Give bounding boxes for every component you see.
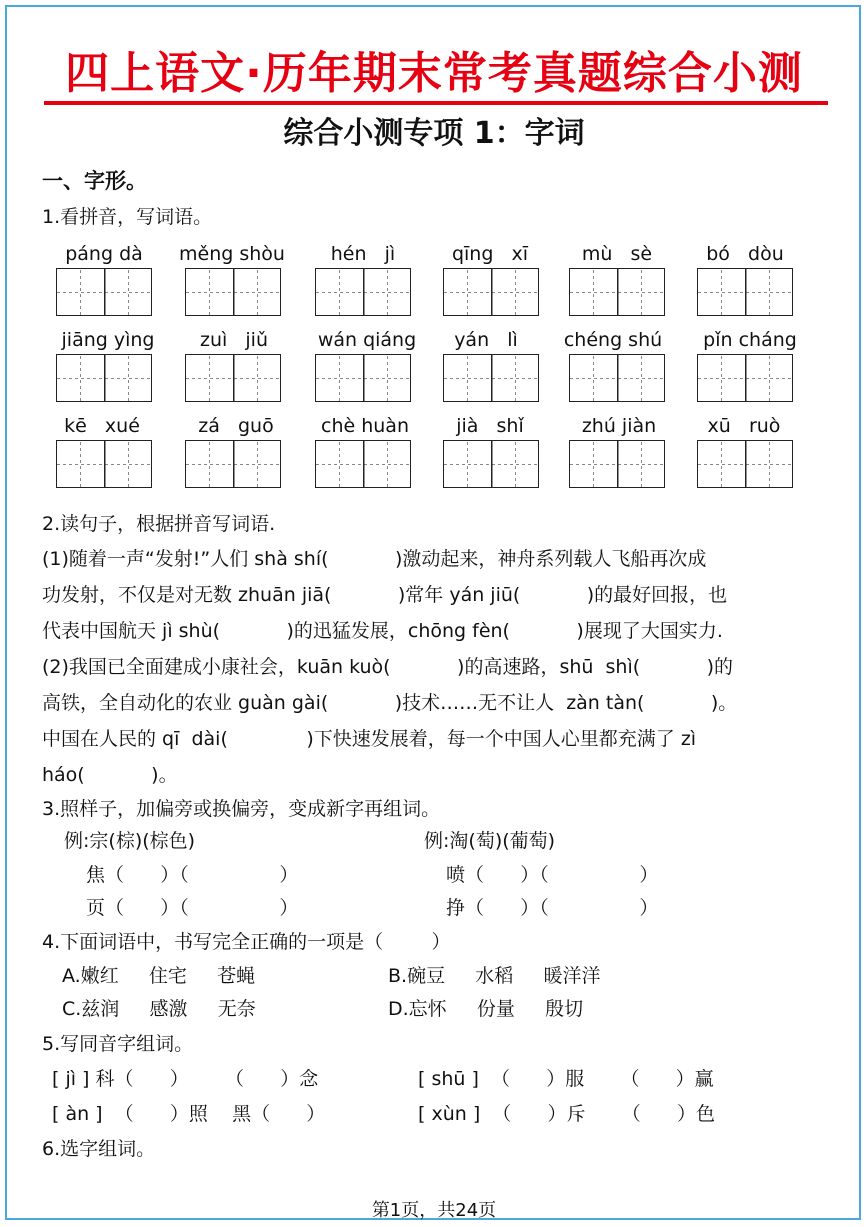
- pinyin-label: zuì jiǔ: [199, 329, 268, 351]
- sentence-line: háo( )。: [42, 764, 178, 786]
- question-5-title: 5.写同音字组词。: [42, 1033, 194, 1055]
- writing-grid[interactable]: [697, 354, 793, 402]
- writing-grid[interactable]: [569, 268, 665, 316]
- writing-grid[interactable]: [315, 440, 411, 488]
- pinyin-label: xū ruò: [707, 415, 781, 437]
- writing-grid[interactable]: [443, 268, 539, 316]
- pinyin-label: hén jì: [330, 243, 396, 265]
- writing-grid[interactable]: [315, 268, 411, 316]
- option-b[interactable]: B.碗豆 水稻 暖洋洋: [388, 965, 601, 987]
- writing-grid[interactable]: [569, 354, 665, 402]
- writing-grid[interactable]: [56, 354, 152, 402]
- title-underline: [44, 101, 828, 105]
- writing-grid[interactable]: [697, 268, 793, 316]
- pinyin-label: pǐn cháng: [703, 329, 797, 351]
- example-left: 例:宗(棕)(棕色): [64, 830, 196, 852]
- page-title: 四上语文·历年期末常考真题综合小测: [65, 48, 803, 99]
- sentence-line: 代表中国航天 jì shù( )的迅猛发展，chōng fèn( )展现了大国实力.: [42, 620, 723, 642]
- sentence-line: 中国在人民的 qī dài( )下快速发展着，每一个中国人心里都充满了 zì: [42, 728, 697, 750]
- radical-item: 挣（ ）（ ）: [446, 897, 659, 919]
- radical-item: 页（ ）（ ）: [86, 897, 299, 919]
- radical-item: 焦（ ）（ ）: [86, 864, 299, 886]
- sentence-line: 功发射，不仅是对无数 zhuān jiā( )常年 yán jiū( )的最好回报，也: [42, 584, 728, 606]
- pinyin-label: měng shòu: [179, 243, 285, 265]
- homophone-row: [ àn ] （ ）照 黑（ ）: [52, 1103, 326, 1125]
- pinyin-label: mù sè: [581, 243, 653, 265]
- radical-item: 喷（ ）（ ）: [446, 864, 659, 886]
- pinyin-label: chè huàn: [321, 415, 409, 437]
- pinyin-label: zá guō: [198, 415, 274, 437]
- example-right: 例:淘(萄)(葡萄): [424, 830, 556, 852]
- page-footer: 第1页，共24页: [371, 1200, 497, 1221]
- sentence-line: 高铁，全自动化的农业 guàn gài( )技术……无不让人 zàn tàn( )。: [42, 692, 738, 714]
- pinyin-label: páng dà: [65, 243, 143, 265]
- pinyin-label: wán qiáng: [317, 329, 417, 351]
- homophone-row: [ jì ] 科（ ） （ ）念: [52, 1068, 319, 1090]
- pinyin-label: kē xué: [64, 415, 140, 437]
- question-2-title: 2.读句子，根据拼音写词语.: [42, 513, 276, 535]
- writing-grid[interactable]: [185, 354, 281, 402]
- option-c[interactable]: C.兹润 感激 无奈: [62, 998, 256, 1020]
- pinyin-label: jiāng yìng: [61, 329, 155, 351]
- option-a[interactable]: A.嫩红 住宅 苍蝇: [62, 965, 256, 987]
- pinyin-label: yán lì: [454, 329, 518, 351]
- pinyin-label: chéng shú: [563, 329, 663, 351]
- question-1-title: 1.看拼音，写词语。: [42, 206, 213, 228]
- writing-grid[interactable]: [443, 354, 539, 402]
- page-subtitle: 综合小测专项 1：字词: [283, 116, 585, 151]
- section-heading: 一、字形。: [42, 169, 147, 193]
- question-3-title: 3.照样子，加偏旁或换偏旁，变成新字再组词。: [42, 798, 441, 820]
- question-4-title: 4.下面词语中，书写完全正确的一项是（ ）: [42, 931, 451, 953]
- pinyin-label: zhú jiàn: [581, 415, 657, 437]
- writing-grid[interactable]: [56, 440, 152, 488]
- option-d[interactable]: D.忘怀 份量 殷切: [388, 998, 584, 1020]
- writing-grid[interactable]: [185, 440, 281, 488]
- writing-grid[interactable]: [315, 354, 411, 402]
- writing-grid[interactable]: [443, 440, 539, 488]
- writing-grid[interactable]: [56, 268, 152, 316]
- sentence-line: (2)我国已全面建成小康社会，kuān kuò( )的高速路，shū shì( )的: [42, 656, 733, 678]
- writing-grid[interactable]: [569, 440, 665, 488]
- sentence-line: (1)随着一声“发射!”人们 shà shí( )激动起来，神舟系列载人飞船再次成: [42, 548, 707, 570]
- pinyin-label: jià shǐ: [456, 415, 524, 437]
- pinyin-label: qīng xī: [451, 243, 529, 265]
- pinyin-label: bó dòu: [706, 243, 784, 265]
- homophone-row: [ xùn ] （ ）斥 （ ）色: [418, 1103, 716, 1125]
- writing-grid[interactable]: [185, 268, 281, 316]
- homophone-row: [ shū ] （ ）服 （ ）赢: [418, 1068, 714, 1090]
- writing-grid[interactable]: [697, 440, 793, 488]
- question-6-title: 6.选字组词。: [42, 1138, 156, 1160]
